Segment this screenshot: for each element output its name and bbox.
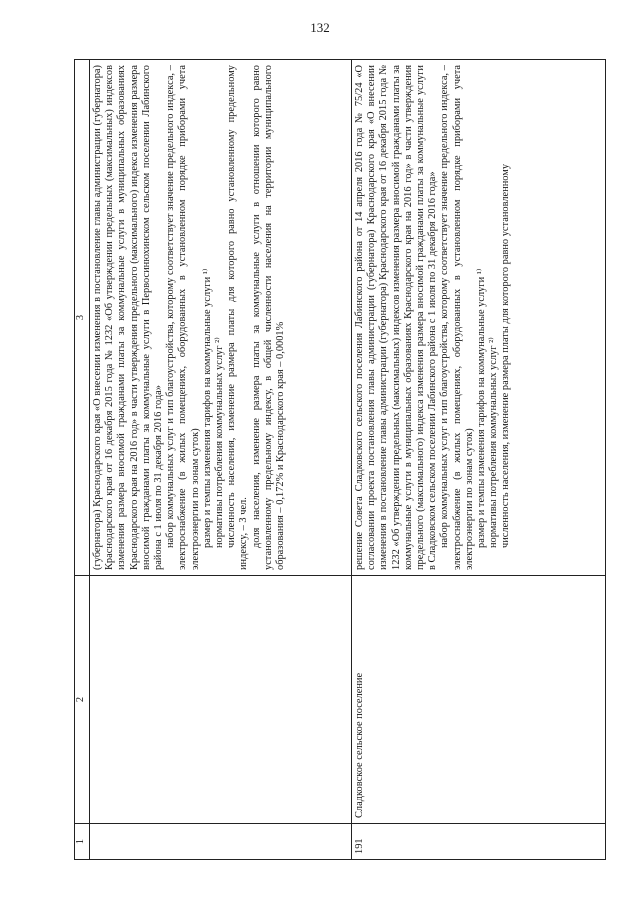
indices-table	[74, 59, 606, 860]
row-number	[90, 824, 352, 860]
row-details	[90, 60, 352, 576]
norms-text: нормативы потребления коммунальных услуг ²⁾	[488, 337, 500, 548]
table-header-row	[75, 60, 90, 860]
settlement-name: Сладковское сельское поселение	[352, 576, 606, 824]
row-details	[352, 60, 606, 576]
population-text: численность населения, изменение размера платы для которого равно установленному предельному индексу, – 3 чел.	[226, 65, 250, 570]
service-set-text: набор коммунальных услуг и тип благоустройства, которому соответствует значение предельного индекса, – электроснабжение (в жилых помещениях, оборудованных в установленном порядке приборами учета электроэнергии по зонам суток)	[165, 65, 201, 570]
header-col-2: 2	[75, 576, 90, 824]
header-col-1: 1	[75, 824, 90, 860]
norms-text: нормативы потребления коммунальных услуг ²⁾	[214, 337, 226, 548]
header-col-3: 3	[75, 60, 90, 576]
decision-text: решение Совета Сладковского сельского поселения Лабинского района от 14 апреля 2016 года № 75/24 «О согласовании проекта постановления главы администрации (губернатора) Краснодарского края «О внесении изменения в постановление главы администрации (губернатора) Краснодарского края от 16 декабря 2015 года № 1232 «Об утверждении предельных (максимальных) индексов изменения размера вносимой гражданами платы за коммунальные услуги в муниципальных образованиях Краснодарского края на 2016 год» в части утверждения предельного (максимального) индекса изменения размера вносимой гражданами платы за коммунальные услуги в Сладковском сельском поселении Лабинского района с 1 июля по 31 декабря 2016 года»	[354, 65, 439, 570]
rotated-table-region	[74, 60, 606, 860]
page-number: 132	[310, 20, 330, 35]
row-number: 191	[352, 824, 606, 860]
decision-text: (губернатора) Краснодарского края «О внесении изменения в постановление главы администрации (губернатора) Краснодарского края от 16 декабря 2015 года № 1232 «Об утверждении предельных (максимальных) индексов изменения размера вносимой гражданами платы за коммунальные услуги в муниципальных образованиях Краснодарского края на 2016 год» в части утверждения предельного (максимального) индекса изменения размера вносимой гражданами платы за коммунальные услуги в Первосинюхинском сельском поселении Лабинского района с 1 июля по 31 декабря 2016 года»	[92, 65, 165, 570]
share-text: доля населения, изменение размера платы за коммунальные услуги в отношении которого равно установленному предельному индексу, в общей численности населения на территории муниципального образования – 0,172% и Краснодарского края – 0,0001%	[250, 65, 287, 570]
tariff-text: размер и темпы изменения тарифов на коммунальные услуги ¹⁾	[201, 268, 213, 548]
settlement-name	[90, 576, 352, 824]
table-row	[90, 60, 352, 860]
service-set-text: набор коммунальных услуг и тип благоустройства, которому соответствует значение предельного индекса, – электроснабжение (в жилых помещениях, оборудованных в установленном порядке приборами учета электроэнергии по зонам суток)	[439, 65, 475, 570]
tariff-text: размер и темпы изменения тарифов на коммунальные услуги ¹⁾	[476, 268, 488, 548]
population-text: численность населения, изменение размера платы для которого равно установленному	[500, 163, 512, 548]
table-row	[352, 60, 606, 860]
